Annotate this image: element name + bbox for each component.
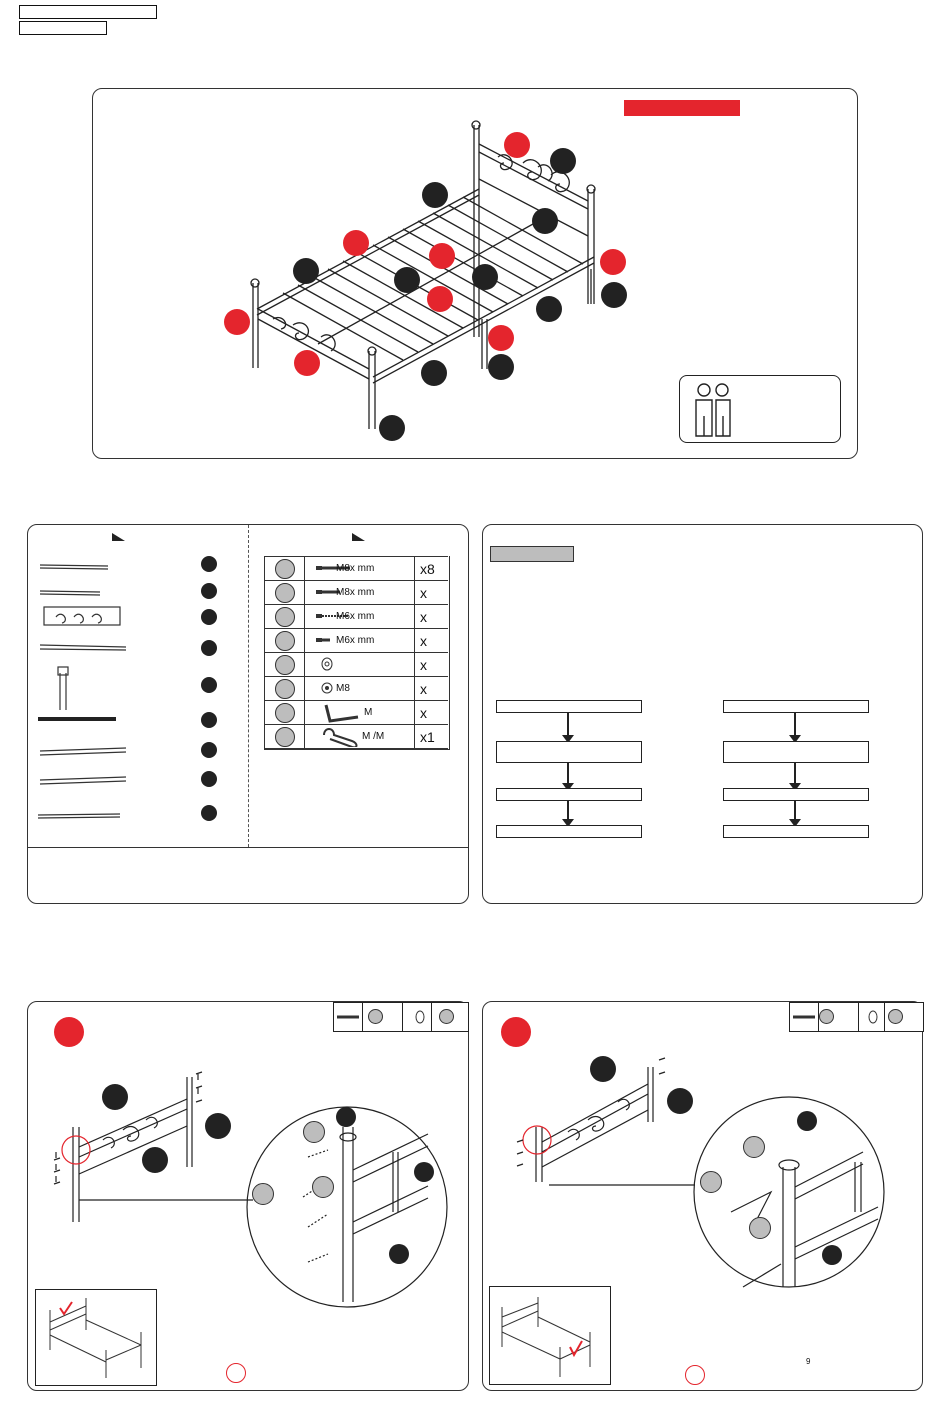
callout-black [142,1147,168,1173]
step2-page-circle [685,1365,705,1385]
flow-step-box [496,788,642,801]
callout-black [379,415,405,441]
hardware-row [264,700,448,724]
instructions-panel [482,524,923,904]
callout-black [590,1056,616,1082]
part-label-dot [201,583,217,599]
callout-black [205,1113,231,1139]
part-callout-grey [743,1136,765,1158]
hardware-qty: x [420,705,427,721]
flow-arrow [567,801,569,821]
callout-black [488,354,514,380]
hardware-row [264,628,448,652]
part-callout-grey [303,1121,325,1143]
flow-arrow [567,713,569,737]
callout-black [822,1245,842,1265]
callout-black [394,267,420,293]
step2-small-mark: 9 [806,1357,811,1366]
parts-sketches [36,555,146,825]
callout-red [427,286,453,312]
part-callout-grey [700,1171,722,1193]
callout-black [414,1162,434,1182]
hardware-size: M8 [336,683,350,694]
flow-step-box [496,700,642,713]
step2-locator-inset [489,1286,611,1385]
callout-black [102,1084,128,1110]
callout-red [224,309,250,335]
hardware-qty: x [420,609,427,625]
hardware-row [264,580,448,604]
hardware-size: M [364,707,373,718]
people-required-box [679,375,841,443]
hardware-qty: x [420,585,427,601]
part-label-dot [201,640,217,656]
callout-red [488,325,514,351]
flow-step-box [496,741,642,763]
callout-red [504,132,530,158]
callout-black [667,1088,693,1114]
hardware-row [264,676,448,700]
parts-bottom-divider [28,847,468,848]
part-callout-grey [252,1183,274,1205]
callout-red [429,243,455,269]
hardware-row [264,652,448,676]
section-label-box [490,546,574,562]
hardware-size: M8x mm [336,563,375,574]
flow-step-box [723,825,869,838]
callout-black [601,282,627,308]
step1-page-circle [226,1363,246,1383]
hardware-size: M8x mm [336,587,375,598]
callout-red [343,230,369,256]
part-label-dot [201,677,217,693]
step1-locator-inset [35,1289,157,1386]
step2-panel [482,1001,923,1391]
flow-step-box [723,788,869,801]
part-label-dot [201,771,217,787]
callout-black [389,1244,409,1264]
part-label-dot [201,805,217,821]
hardware-qty: x1 [420,729,435,745]
callout-black [532,208,558,234]
flow-step-box [723,700,869,713]
hardware-size: M6x mm [336,635,375,646]
callout-black [422,182,448,208]
step1-panel [27,1001,469,1391]
callout-black [550,148,576,174]
flow-arrow [794,801,796,821]
hardware-qty: x [420,681,427,697]
flow-step-box [723,741,869,763]
hardware-row [264,724,448,749]
callout-black [536,296,562,322]
two-people-icon [692,382,738,438]
header-title-box [19,5,157,19]
hardware-qty: x8 [420,561,435,577]
callout-black [421,360,447,386]
header-subtitle-box [19,21,107,35]
triangle-pointer-icon [112,533,125,541]
part-callout-grey [312,1176,334,1198]
flow-arrow [567,763,569,785]
callout-red [600,249,626,275]
hardware-size: M /M [362,731,385,742]
part-label-dot [201,742,217,758]
hardware-size: M6x mm [336,611,375,622]
callout-black [336,1107,356,1127]
hardware-row [264,604,448,628]
part-label-dot [201,712,217,728]
flow-step-box [496,825,642,838]
flow-arrow [794,713,796,737]
parts-divider [248,525,249,847]
overview-panel [92,88,858,459]
callout-red [294,350,320,376]
part-label-dot [201,556,217,572]
callout-black [472,264,498,290]
part-label-dot [201,609,217,625]
flow-arrow [794,763,796,785]
hardware-qty: x [420,633,427,649]
hardware-row [264,556,448,580]
triangle-pointer-icon [352,533,365,541]
part-callout-grey [749,1217,771,1239]
callout-black [293,258,319,284]
hardware-qty: x [420,657,427,673]
callout-black [797,1111,817,1131]
